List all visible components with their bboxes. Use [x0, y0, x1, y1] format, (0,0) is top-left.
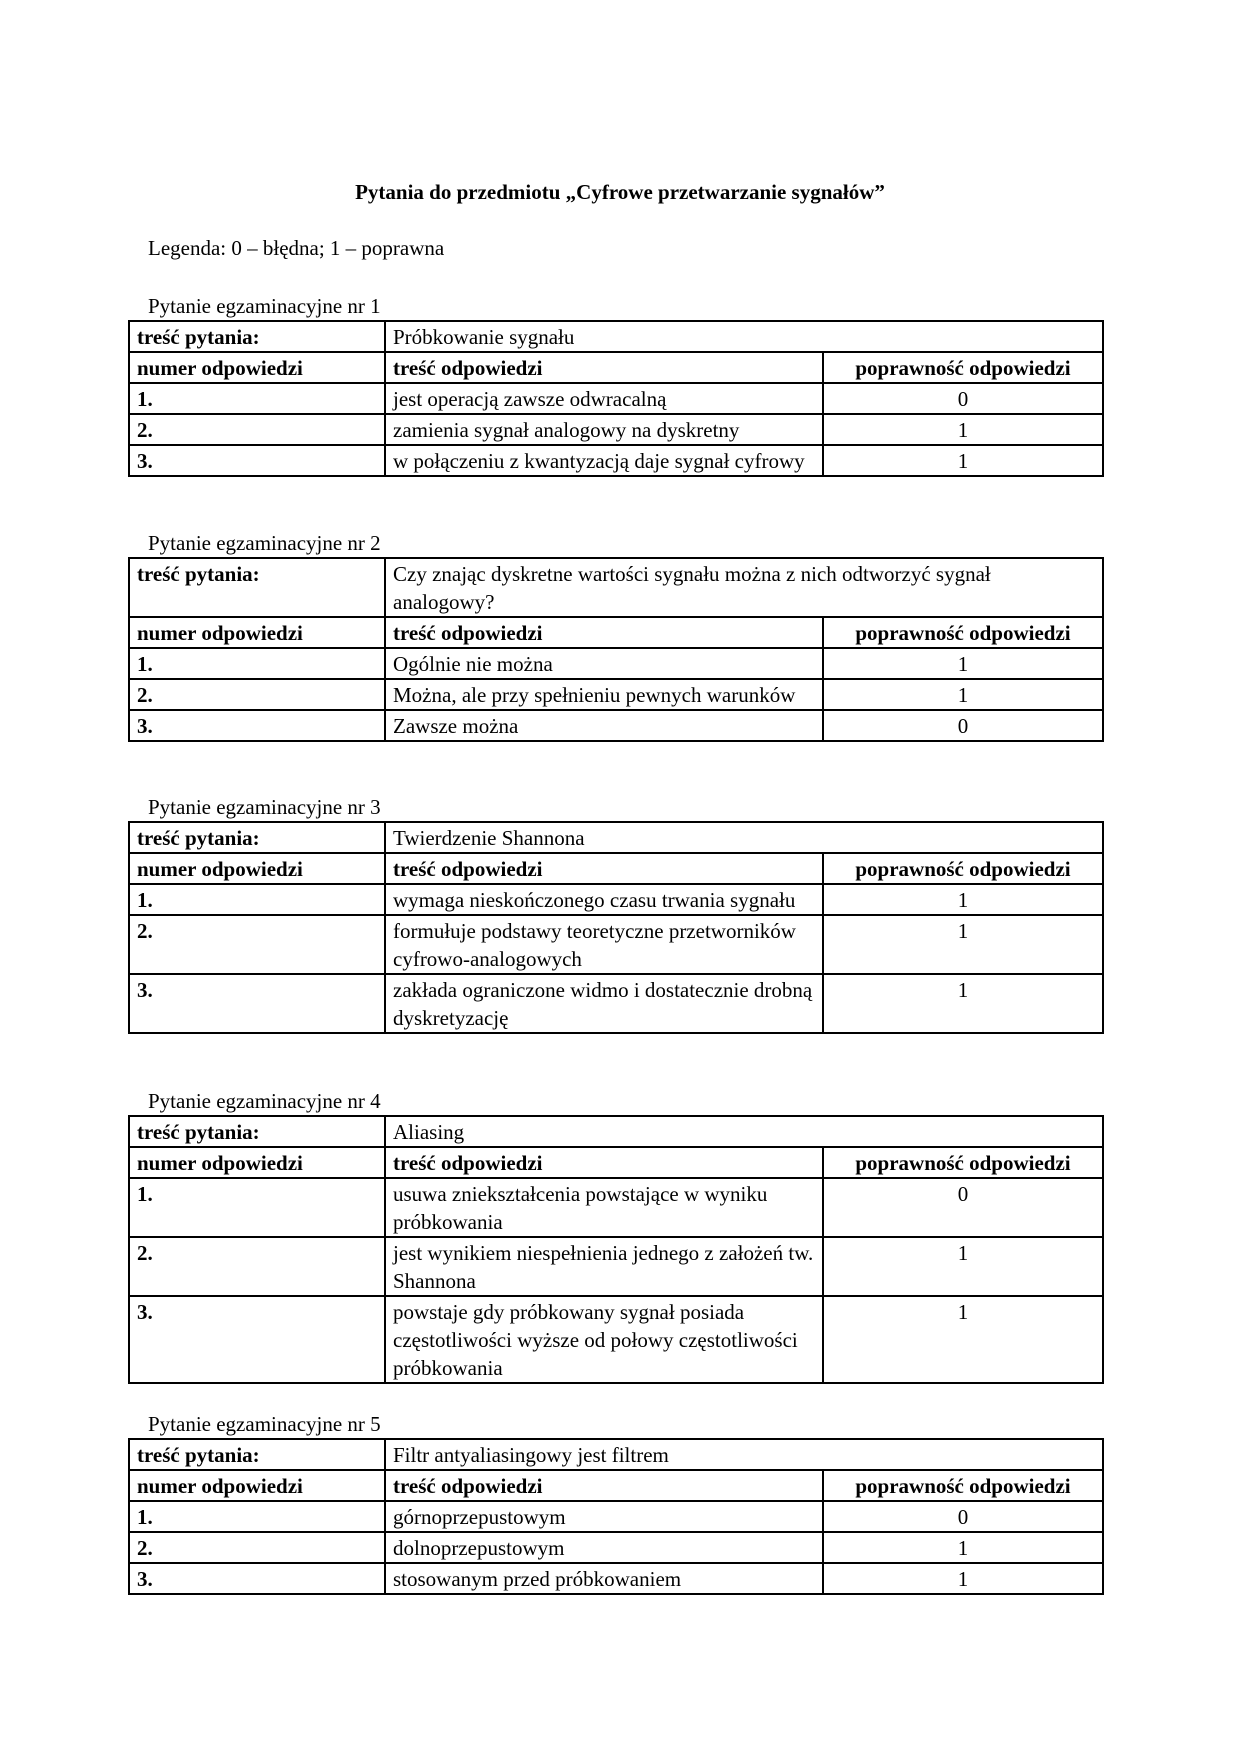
header-correct: poprawność odpowiedzi [823, 352, 1103, 383]
header-correct: poprawność odpowiedzi [823, 1147, 1103, 1178]
question-row [129, 321, 1103, 352]
question-section-4 [128, 1087, 1102, 1384]
question-label: treść pytania: [129, 1116, 385, 1147]
answer-text: Ogólnie nie można [385, 648, 823, 679]
question-text: Twierdzenie Shannona [385, 822, 1103, 853]
question-section-2 [128, 529, 1102, 742]
answer-correct: 1 [823, 648, 1103, 679]
question-text: Próbkowanie sygnału [385, 321, 1103, 352]
answer-row [129, 414, 1103, 445]
answer-row [129, 679, 1103, 710]
header-correct: poprawność odpowiedzi [823, 853, 1103, 884]
header-answer: treść odpowiedzi [385, 1470, 823, 1501]
answer-correct: 1 [823, 1296, 1103, 1383]
header-number: numer odpowiedzi [129, 352, 385, 383]
answer-number: 2. [129, 915, 385, 974]
answer-correct: 1 [823, 884, 1103, 915]
header-correct: poprawność odpowiedzi [823, 1470, 1103, 1501]
header-answer: treść odpowiedzi [385, 853, 823, 884]
answer-correct: 1 [823, 1532, 1103, 1563]
legend: Legenda: 0 – błędna; 1 – poprawna [148, 236, 445, 260]
answer-text: górnoprzepustowym [385, 1501, 823, 1532]
answer-correct: 1 [823, 915, 1103, 974]
answer-row [129, 445, 1103, 476]
question-row [129, 558, 1103, 617]
question-heading: Pytanie egzaminacyjne nr 4 [148, 1089, 381, 1113]
question-heading: Pytanie egzaminacyjne nr 2 [148, 531, 381, 555]
answer-row [129, 884, 1103, 915]
question-label: treść pytania: [129, 1439, 385, 1470]
header-answer: treść odpowiedzi [385, 1147, 823, 1178]
answer-text: w połączeniu z kwantyzacją daje sygnał cyfrowy [385, 445, 823, 476]
header-row [129, 1147, 1103, 1178]
answer-correct: 1 [823, 445, 1103, 476]
answer-correct: 0 [823, 710, 1103, 741]
answer-text: stosowanym przed próbkowaniem [385, 1563, 823, 1594]
answer-number: 2. [129, 679, 385, 710]
answer-number: 3. [129, 1296, 385, 1383]
answer-number: 2. [129, 414, 385, 445]
answer-correct: 1 [823, 1563, 1103, 1594]
answer-text: Zawsze można [385, 710, 823, 741]
header-number: numer odpowiedzi [129, 1470, 385, 1501]
question-section-3 [128, 793, 1102, 1034]
answer-number: 1. [129, 1501, 385, 1532]
answer-row [129, 1178, 1103, 1237]
answer-row [129, 383, 1103, 414]
answer-number: 1. [129, 1178, 385, 1237]
question-text: Filtr antyaliasingowy jest filtrem [385, 1439, 1103, 1470]
answer-row [129, 1501, 1103, 1532]
answer-text: powstaje gdy próbkowany sygnał posiada częstotliwości wyższe od połowy częstotliwości próbkowania [385, 1296, 823, 1383]
header-row [129, 853, 1103, 884]
answer-text: dolnoprzepustowym [385, 1532, 823, 1563]
question-table [128, 821, 1104, 1034]
answer-text: jest wynikiem niespełnienia jednego z założeń tw. Shannona [385, 1237, 823, 1296]
question-row [129, 822, 1103, 853]
question-label: treść pytania: [129, 822, 385, 853]
answer-text: Można, ale przy spełnieniu pewnych warunków [385, 679, 823, 710]
answer-row [129, 1296, 1103, 1383]
document-title: Pytania do przedmiotu „Cyfrowe przetwarzanie sygnałów” [355, 180, 885, 204]
question-text: Czy znając dyskretne wartości sygnału można z nich odtworzyć sygnał analogowy? [385, 558, 1103, 617]
answer-text: jest operacją zawsze odwracalną [385, 383, 823, 414]
answer-row [129, 974, 1103, 1033]
question-heading: Pytanie egzaminacyjne nr 5 [148, 1412, 381, 1436]
answer-correct: 1 [823, 974, 1103, 1033]
answer-correct: 0 [823, 1501, 1103, 1532]
answer-text: formułuje podstawy teoretyczne przetworników cyfrowo-analogowych [385, 915, 823, 974]
answer-number: 1. [129, 383, 385, 414]
answer-number: 3. [129, 710, 385, 741]
answer-number: 1. [129, 884, 385, 915]
answer-number: 3. [129, 974, 385, 1033]
answer-row [129, 915, 1103, 974]
header-row [129, 1470, 1103, 1501]
question-row [129, 1439, 1103, 1470]
question-table [128, 1115, 1104, 1384]
question-heading: Pytanie egzaminacyjne nr 1 [148, 294, 381, 318]
question-label: treść pytania: [129, 321, 385, 352]
answer-row [129, 648, 1103, 679]
answer-correct: 1 [823, 1237, 1103, 1296]
header-row [129, 617, 1103, 648]
answer-text: wymaga nieskończonego czasu trwania sygnału [385, 884, 823, 915]
answer-text: zakłada ograniczone widmo i dostatecznie drobną dyskretyzację [385, 974, 823, 1033]
question-heading: Pytanie egzaminacyjne nr 3 [148, 795, 381, 819]
answer-correct: 0 [823, 383, 1103, 414]
question-text: Aliasing [385, 1116, 1103, 1147]
answer-number: 2. [129, 1237, 385, 1296]
header-number: numer odpowiedzi [129, 617, 385, 648]
header-answer: treść odpowiedzi [385, 352, 823, 383]
answer-row [129, 710, 1103, 741]
header-number: numer odpowiedzi [129, 1147, 385, 1178]
answer-row [129, 1532, 1103, 1563]
header-correct: poprawność odpowiedzi [823, 617, 1103, 648]
question-label: treść pytania: [129, 558, 385, 617]
answer-number: 2. [129, 1532, 385, 1563]
answer-number: 3. [129, 1563, 385, 1594]
question-table [128, 1438, 1104, 1595]
question-table [128, 320, 1104, 477]
answer-correct: 1 [823, 414, 1103, 445]
header-answer: treść odpowiedzi [385, 617, 823, 648]
answer-number: 1. [129, 648, 385, 679]
question-row [129, 1116, 1103, 1147]
header-number: numer odpowiedzi [129, 853, 385, 884]
answer-text: usuwa zniekształcenia powstające w wyniku próbkowania [385, 1178, 823, 1237]
question-table [128, 557, 1104, 742]
question-section-1 [128, 292, 1102, 477]
answer-correct: 1 [823, 679, 1103, 710]
answer-row [129, 1563, 1103, 1594]
answer-number: 3. [129, 445, 385, 476]
answer-correct: 0 [823, 1178, 1103, 1237]
question-section-5 [128, 1410, 1102, 1595]
answer-text: zamienia sygnał analogowy na dyskretny [385, 414, 823, 445]
answer-row [129, 1237, 1103, 1296]
header-row [129, 352, 1103, 383]
